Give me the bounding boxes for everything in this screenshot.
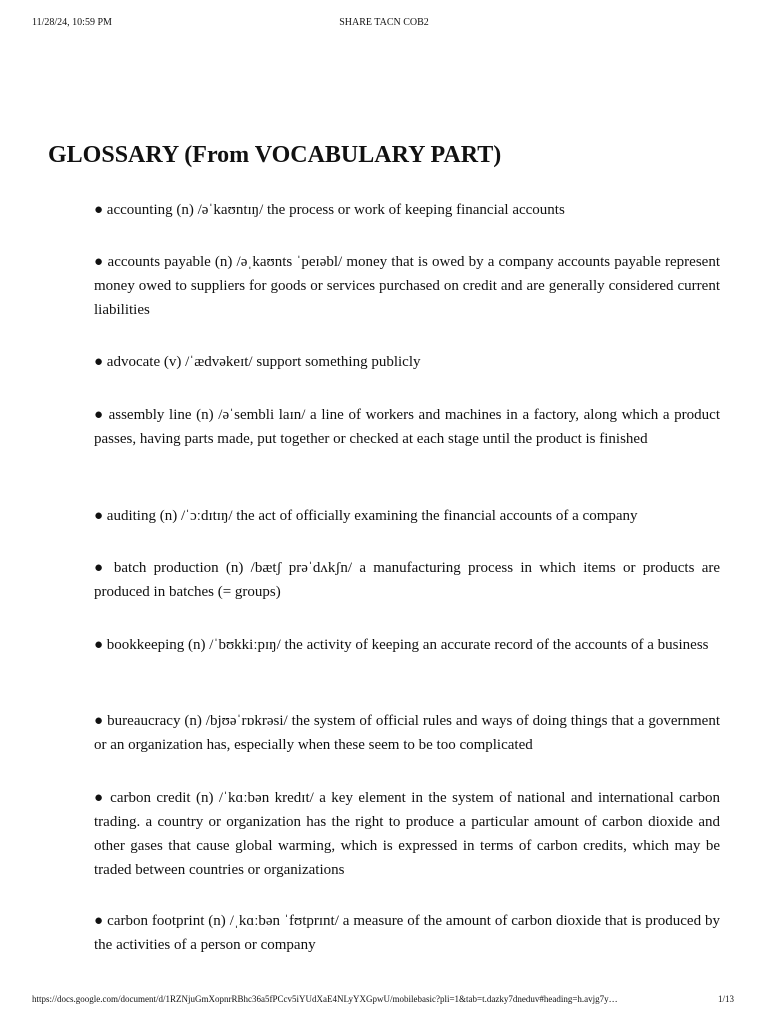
page-number: 1/13 <box>718 994 735 1004</box>
glossary-heading: GLOSSARY (From VOCABULARY PART) <box>48 142 502 168</box>
glossary-entry-advocate: ● advocate (v) /ˈædvəkeɪt/ support something publicly <box>94 354 421 370</box>
glossary-entry-bookkeeping: ● bookkeeping (n) /ˈbʊkkiːpɪŋ/ the activity of keeping an accurate record of the accounts of a business <box>94 637 709 653</box>
glossary-entry-bureaucracy: ● bureaucracy (n) /bjʊəˈrɒkrəsi/ the system of official rules and ways of doing things that a government or an organization has, especially when these seem to be too complicated <box>94 713 720 753</box>
glossary-entry-accounting: ● accounting (n) /əˈkaʊntɪŋ/ the process or work of keeping financial accounts <box>94 202 565 218</box>
glossary-entry-carbon-footprint: ● carbon footprint (n) /ˌkɑːbən ˈfʊtprɪnt/ a measure of the amount of carbon dioxide that is produced by the activities of a person or company <box>94 913 720 953</box>
glossary-entry-auditing: ● auditing (n) /ˈɔːdɪtɪŋ/ the act of officially examining the financial accounts of a company <box>94 508 638 524</box>
print-doc-title: SHARE TACN COB2 <box>339 17 429 28</box>
print-url: https://docs.google.com/document/d/1RZNjuGmXopnrRBhc36a5fPCcv5iYUdXaE4NLyYXGpwU/mobilebasic?pli=1&tab=t.dazky7dneduv#heading=h.avjg7y… <box>32 994 618 1004</box>
glossary-entry-accounts-payable: ● accounts payable (n) /əˌkaʊnts ˈpeɪəbl/ money that is owed by a company accounts payable represent money owed to suppliers for goods or services purchased on credit and are generally considered current liabilities <box>94 254 720 318</box>
glossary-entry-batch-production: ● batch production (n) /bætʃ prəˈdʌkʃn/ a manufacturing process in which items or products are produced in batches (= groups) <box>94 560 720 600</box>
glossary-entry-assembly-line: ● assembly line (n) /əˈsembli laɪn/ a line of workers and machines in a factory, along which a product passes, having parts made, put together or checked at each stage until the product is finished <box>94 407 720 447</box>
glossary-entry-carbon-credit: ● carbon credit (n) /ˈkɑːbən kredɪt/ a key element in the system of national and international carbon trading. a country or organization has the right to produce a particular amount of carbon dioxide and other gases that cause global warming, which is expressed in terms of carbon credits, which may be traded between countries or organizations <box>94 790 720 878</box>
print-datetime: 11/28/24, 10:59 PM <box>32 17 112 28</box>
